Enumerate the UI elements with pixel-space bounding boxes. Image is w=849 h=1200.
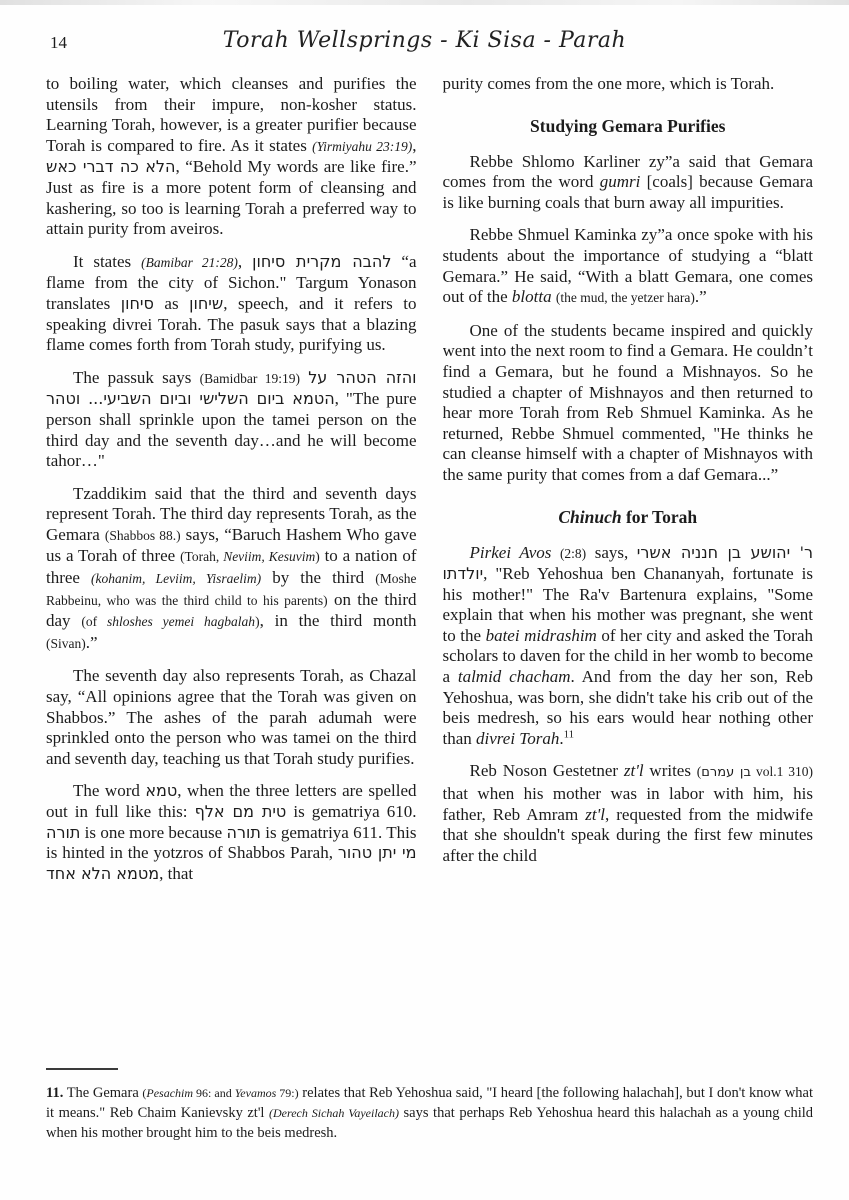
paragraph: Tzaddikim said that the third and seventh days represent Torah. The third day represents Torah, as the Gemara (Shabbos 88.) says, “Baruch Hashem Who gave us a Torah of three (Torah, Neviim, Kesuvim) to a nation of three (kohanim, Leviim, Yisraelim) by the third (Moshe Rabbeinu, who was the third child to his parents) on the third day (of shloshes yemei hagbalah), in the third month (Sivan).”: [46, 483, 417, 652]
right-column: [443, 74, 814, 1040]
hebrew-text: בן עמרם: [701, 765, 751, 781]
paragraph: Pirkei Avos (2:8) says, ר' יהושע בן חנניה אשרי יולדתו, "Reb Yehoshua ben Chananyah, fortunate is his mother!" The Ra'v Bartenura explains, "Some explain that when his mother was pregnant, she went to the batei midrashim of her city and asked the Torah scholars to daven for the child in her womb to become a talmid chacham. And from the day her son, Reb Yehoshua, was born, she didn't take his crib out of the beis medresh, so his ears would hear nothing other than divrei Torah.$^{11}$: [442, 542, 813, 748]
hebrew-text: טמא: [145, 781, 178, 801]
footnote-text: 11. The Gemara (Pesachim 96: and Yevamos 79:) relates that Reb Yehoshua said, "I heard [the following halachah], but I don't know what it means." Reb Chaim Kanievsky zt'l (Derech Sichah Vayeilach) says that perhaps Reb Yehoshua heard this halachah as a young child when his mother brought him to the beis medresh.: [46, 1085, 814, 1141]
hebrew-text: הלא כה דברי כאש: [46, 157, 176, 177]
paragraph: The seventh day also represents Torah, as Chazal say, “All opinions agree that the Torah was given on Shabbos.” The ashes of the parah adumah were sprinkled onto the person who was tamei on the third and seventh day, teaching us that Torah study purifies.: [46, 666, 417, 768]
left-column: [46, 74, 417, 1040]
paragraph: The word טמא, when the three letters are spelled out in full like this: טית מם אלף is gematriya 610. תורה is one more because תורה is gematriya 611. This is hinted in the yotzros of Shabbos Parah, מי יתן טהור מטמא הלא אחד, that: [46, 781, 417, 883]
hebrew-text: ר' יהושע בן חנניה אשרי יולדתו: [442, 542, 813, 584]
section-heading: Chinuch for Torah: [558, 506, 698, 527]
hebrew-text: תורה: [226, 822, 261, 842]
paragraph: to boiling water, which cleanses and purifies the utensils from their impure, non-kosher status. Learning Torah, however, is a greater purifier because Torah is compared to fire. As it states (Yirmiyahu 23:19), הלא כה דברי כאש, “Behold My words are like fire.” Just as fire is a more potent form of cleansing and kashering, so too is learning Torah a preferred way to attain purity from aveiros.: [46, 74, 417, 239]
hebrew-text: להבה מקרית סיחון: [252, 251, 392, 271]
paragraph: Reb Noson Gestetner zt'l writes (בן עמרם vol.1 310) that when his mother was in labor with him, his father, Reb Amram zt'l, requested from the midwife that she shouldn't speak during the first few minutes after the child: [442, 761, 813, 865]
hebrew-text: שיחון: [189, 293, 224, 313]
footnote-divider: [46, 1068, 118, 1070]
paragraph: One of the students became inspired and quickly went into the next room to find a Gemara. He couldn’t find a Gemara, but he found a Mishnayos. So he studied a chapter of Mishnayos and then returned to hear more Torah from Reb Shmuel Kaminka. As he returned, Rebbe Shmuel commented, "He thinks he can cleanse himself with a chapter of Mishnayos with the same purity that comes from a daf Gemara...”: [442, 320, 813, 484]
hebrew-text: והזה הטהר על הטמא ביום השלישי וביום השביעי... וטהר: [46, 367, 417, 409]
paragraph: It states (Bamibar 21:28), להבה מקרית סיחון “a flame from the city of Sichon." Targum Yonason translates סיחון as שיחון, speech, and it refers to speaking divrei Torah. The pasuk says that a blazing flame comes forth from Torah study, purifying us.: [46, 251, 417, 355]
hebrew-text: טית מם אלף: [194, 802, 287, 821]
hebrew-text: תורה: [46, 822, 81, 842]
paragraph: Rebbe Shmuel Kaminka zy”a once spoke with his students about the importance of studying a “blatt Gemara.” He said, “With a blatt Gemara, one comes out of the blotta (the mud, the yetzer hara).”: [442, 225, 813, 307]
paragraph: Rebbe Shlomo Karliner zy”a said that Gemara comes from the word gumri [coals] because Gemara is like burning coals that burn away all impurities.: [442, 151, 813, 212]
section-heading: Studying Gemara Purifies: [530, 115, 726, 136]
footnote-area: [46, 1068, 813, 1143]
hebrew-text: סיחון: [120, 293, 154, 313]
page-title: Torah Wellsprings - Ki Sisa - Parah: [222, 28, 627, 53]
paragraph: purity comes from the one more, which is Torah.: [442, 74, 775, 93]
page-header: [0, 0, 849, 62]
paragraph: The passuk says (Bamidbar 19:19) והזה הטהר על הטמא ביום השלישי וביום השביעי... וטהר, "The pure person shall sprinkle upon the tamei person on the third day and the seventh day…and he will become tahor…": [46, 367, 417, 471]
body-columns: [0, 62, 849, 1040]
hebrew-text: מי יתן טהור מטמא הלא אחד: [46, 843, 417, 883]
page-number: 14: [50, 33, 67, 52]
